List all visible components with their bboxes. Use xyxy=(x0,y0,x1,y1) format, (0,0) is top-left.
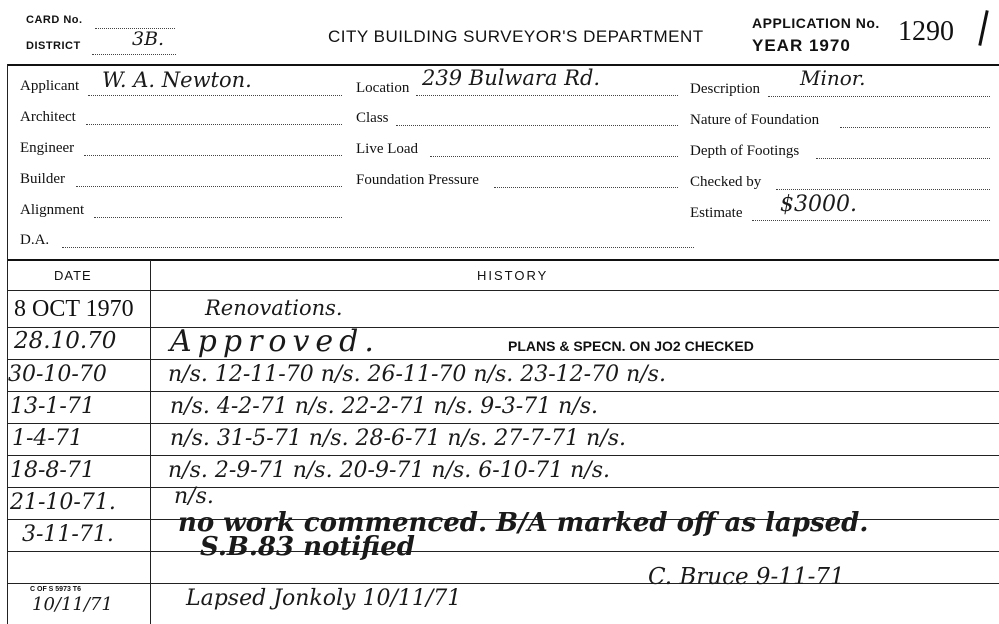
engineer-line xyxy=(84,155,342,156)
checked-by-line xyxy=(776,189,990,190)
table-row-history: Approved. xyxy=(170,324,380,359)
table-top-border xyxy=(8,259,999,261)
depth-of-footings-label: Depth of Footings xyxy=(690,143,800,159)
estimate-value: $3000. xyxy=(780,192,857,217)
page-title: CITY BUILDING SURVEYOR'S DEPARTMENT xyxy=(328,27,704,46)
class-label: Class xyxy=(356,110,389,126)
estimate-label: Estimate xyxy=(690,205,743,221)
form-code: C OF S 5973 T6 xyxy=(30,586,81,593)
live-load-label: Live Load xyxy=(356,141,419,157)
district-label: DISTRICT xyxy=(26,40,81,52)
plans-checked-stamp: PLANS & SPECN. ON JO2 CHECKED xyxy=(508,338,754,354)
table-row-date: 8 OCT 1970 xyxy=(14,296,134,322)
lapsed-note: Lapsed Jonkoly 10/11/71 xyxy=(186,586,462,611)
row-rule xyxy=(8,359,999,360)
table-row-history: n/s. 4-2-71 n/s. 22-2-71 n/s. 9-3-71 n/s. xyxy=(170,394,598,419)
table-row-history: n/s. xyxy=(174,484,214,509)
table-row-history: no work commenced. B/A marked off as lapsed. xyxy=(178,508,869,538)
district-line xyxy=(92,54,176,55)
table-row-history: S.B.83 notified xyxy=(200,532,415,562)
architect-line xyxy=(86,124,342,125)
nature-of-foundation-line xyxy=(840,127,990,128)
footer-date: 10/11/71 xyxy=(32,594,113,615)
table-row-date: 13-1-71 xyxy=(10,394,95,419)
table-row-date: 3-11-71. xyxy=(22,522,114,547)
history-header: HISTORY xyxy=(477,268,549,283)
checked-by-label: Checked by xyxy=(690,174,762,190)
district-value: 3B. xyxy=(132,28,165,50)
application-number: 1290 xyxy=(898,16,954,47)
row-rule xyxy=(8,455,999,456)
signature: C. Bruce 9-11-71 xyxy=(648,564,845,590)
year-label: YEAR 1970 xyxy=(752,36,851,55)
table-row-date: 18-8-71 xyxy=(10,458,95,483)
table-header-divider xyxy=(8,290,999,291)
description-label: Description xyxy=(690,81,760,97)
live-load-line xyxy=(430,156,678,157)
location-value: 239 Bulwara Rd. xyxy=(422,66,601,90)
table-row-date: 30-10-70 xyxy=(8,362,107,387)
description-line xyxy=(768,96,990,97)
row-rule xyxy=(8,551,999,552)
da-label: D.A. xyxy=(20,232,50,248)
da-line xyxy=(62,247,694,248)
estimate-line xyxy=(752,220,990,221)
builder-line xyxy=(76,186,342,187)
date-column-divider xyxy=(150,260,151,624)
application-label: APPLICATION No. xyxy=(752,15,880,31)
applicant-line xyxy=(88,95,342,96)
frame-left xyxy=(7,64,8,624)
table-row-date: 28.10.70 xyxy=(14,328,117,354)
card-no-label: CARD No. xyxy=(26,14,83,26)
foundation-pressure-line xyxy=(494,187,678,188)
table-row-history: n/s. 31-5-71 n/s. 28-6-71 n/s. 27-7-71 n/s. xyxy=(170,426,626,451)
builder-label: Builder xyxy=(20,171,65,187)
application-number-stroke xyxy=(978,10,988,46)
description-value: Minor. xyxy=(800,66,866,90)
row-rule xyxy=(8,487,999,488)
nature-of-foundation-label: Nature of Foundation xyxy=(690,112,820,128)
table-row-date: 21-10-71. xyxy=(10,490,116,515)
row-rule xyxy=(8,583,999,584)
row-rule xyxy=(8,423,999,424)
row-rule xyxy=(8,391,999,392)
table-row-date: 1-4-71 xyxy=(12,426,83,451)
applicant-label: Applicant xyxy=(20,78,80,94)
alignment-line xyxy=(94,217,342,218)
architect-label: Architect xyxy=(20,109,76,125)
location-line xyxy=(416,95,678,96)
row-rule xyxy=(8,327,999,328)
location-label: Location xyxy=(356,80,410,96)
depth-of-footings-line xyxy=(816,158,990,159)
applicant-value: W. A. Newton. xyxy=(102,68,252,92)
table-row-history: n/s. 12-11-70 n/s. 26-11-70 n/s. 23-12-70 n/s. xyxy=(168,362,666,387)
table-row-history: n/s. 2-9-71 n/s. 20-9-71 n/s. 6-10-71 n/s. xyxy=(168,458,610,483)
class-line xyxy=(396,125,678,126)
alignment-label: Alignment xyxy=(20,202,85,218)
date-header: DATE xyxy=(54,268,92,283)
table-row-history: Renovations. xyxy=(205,296,343,320)
foundation-pressure-label: Foundation Pressure xyxy=(356,172,479,188)
engineer-label: Engineer xyxy=(20,140,75,156)
